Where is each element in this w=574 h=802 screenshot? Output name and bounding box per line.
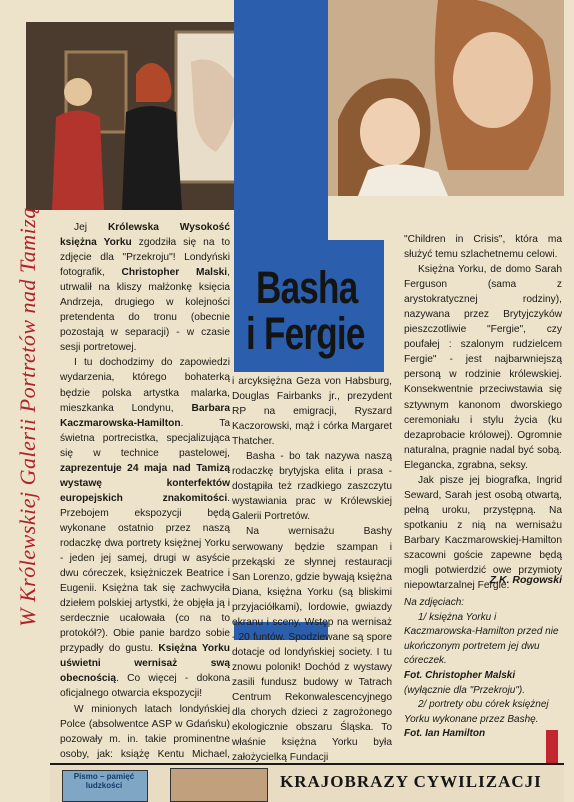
col-mid-paragraph [232,374,392,449]
caption-1-credit-tail: (wyłącznie dla "Przekroju"). [404,684,526,696]
headline-line-2: i Fergie [246,308,365,359]
col-left-paragraph [60,220,230,355]
col-right-text-run: Księżna Yorku, de domo Sarah Ferguson (sama z arystokratycznej rodziny), nazywana przez Brytyjczyków pieszczotliwie "Fergie", czy poufałej : szalonym rudzielcem Fergie" - jest najbarwniejszą personą w rodzinie królewskiej. Konsekwentnie przeciwstawia się sztywnym kanonom dworskiego ceremoniału i stylu życia (ku dezaprobacie królowej). Ogromnie naturalna, pragnie nadal być sobą. Elegancka, zgrabna, seksy. [404,264,562,471]
photo-portrait-daughters [328,0,564,196]
col-left-text-run: zgodziła się na to zdjęcie dla "Przekroju"! Londyński fotografik, [60,237,230,279]
article-column-right [404,232,562,593]
col-left-text-run: Królewska Wysokość księżna Yorku [60,222,231,249]
col-left-text-run: Jej [74,222,108,233]
portrait-thumbnail [170,768,268,802]
col-right-paragraph [404,232,562,262]
col-mid-text-run: i arcyksiężna Geza von Habsburg, Douglas Fairbanks jr., prezydent RP na emigracji, Ryszard Kaczorowski, mąż i córka Margaret Thatcher. [232,376,392,448]
article-column-left [60,220,230,777]
caption-1-text: 1/ księżna Yorku i Kaczmarowska-Hamilton przed nie ukończonym portretem jej dwu córeczek. [404,611,559,667]
photo-portrait-daughters-image [328,0,564,196]
col-mid-paragraph [232,524,392,765]
col-mid-text-run: Basha - bo tak nazywa naszą rodaczkę brytyjska elita i prasa - dostąpiła też rzadkiego zaszczytu wystawiania prac w Królewskiej Galerii Portretów. [232,451,392,523]
col-mid-text-run: Na wernisażu Bashy serwowany będzie szampan i przekąski ze słynnej restauracji San Lorenzo, gdzie bywają księżna Diana, księżna Yorku (są bliskimi przyjaciółkami), lordowie, gwiazdy ekranu i sceny. Wstęp na wernisaż - 20 funtów. Spodziewane są spore dotacje od londyńskiej society. I tu znowu polonik! Dochód z wystawy zasili fundusz budowy w Tatrach Centrum Rekonwalescencyjnego dla chorych dzieci z zagrożonego ekologicznie obszaru Śląska. To właśnie księżna Yorku była założycielką Fundacji [232,526,392,764]
vertical-title: W Królewskiej Galerii Portretów nad Tamizą [15,207,40,627]
caption-1-credit-name: Fot. Christopher Malski [404,669,516,681]
col-left-text-run: Christopher Malski [121,267,228,279]
col-left-text-run: . Przebojem ekspozycji będą wykonane ostatnio przez naszą rodaczkę dwa portrety księżnej Yorku - jeden jej samej, drugi w asyście dwu córeczek, księżniczek Beatrice i Eugenii. Księżna tak się zachwyciła dziełem polskiej artystki, że objęła ją i serdecznie ucałowała (co na to protokół?). Obie panie bardzo sobie przypadły do gustu. [60,492,230,655]
photo-artist-and-duchess [26,22,262,210]
col-left-text-run: I tu dochodzimy do zapowiedzi wydarzenia, którego bohaterką będzie polska artystka malarka, mieszkanka Londynu, [60,357,230,414]
col-left-text-run: W minionych latach londyńskiej Polce (absolwentce ASP w Gdańsku) pozowały m. in. takie prominentne osoby, jak: książę Kentu Michael, [60,703,230,760]
col-left-text-run: zaprezentuje 24 maja nad Tamizą wystawę konterfektów europejskich znakomitości [60,462,230,504]
caption-2-credit-name: Fot. Ian Hamilton [404,728,486,740]
article-column-middle [232,374,392,765]
magazine-thumbnail-text: Pismo – pamięć ludzkości [73,772,135,790]
next-article-title: KRAJOBRAZY CYWILIZACJI [280,772,542,791]
photo-artist-and-duchess-image [26,22,262,210]
author-signature: Z.K. Rogowski [489,574,562,586]
caption-2-credit [404,727,562,742]
col-right-paragraph [404,262,562,473]
headline-box [234,240,384,372]
col-right-text-run: "Children in Crisis", która ma służyć temu szlachetnemu celowi. [404,234,562,261]
col-left-text-run: Barbara Kaczmarowska-Hamilton [60,402,230,429]
col-right-text-run: Jak pisze jej biografka, Ingrid Seward, Sarah jest osobą otwartą, pełną uroku, przystępną. Na spotkaniu z nią na wernisażu Barbary Kaczmarowskiej-Hamilton szacowni goście zapewne będą mogli potwierdzić owe przymioty niepowtarzalnej Fergie. [404,474,562,592]
caption-1-credit [404,669,562,698]
caption-2: 2/ portrety obu córek księżnej Yorku wykonane przez Bashę. [404,699,549,725]
headline-line-1: Basha [256,262,358,313]
caption-1 [404,611,562,669]
col-left-text-run: . Ta świetna portrecistka, specjalizująca się w technice pastelowej, [60,417,230,459]
col-left-text-run: , utrwalił na kliszy małżonkę księcia Andrzeja, drugiego w kolejności pretendenta do tronu (obecnie pozostają w separacji) - w czasie sesji portretowej. [60,267,230,354]
col-mid-paragraph [232,449,392,524]
col-left-paragraph [60,355,230,701]
photo-captions [404,596,562,742]
captions-heading: Na zdjęciach: [404,597,465,608]
col-left-text-run: Księżna Yorku uświetni wernisaż swą obecnością [60,643,230,685]
col-left-text-run: . Co więcej - dokona oficjalnego otwarcia ekspozycji! [60,673,230,700]
